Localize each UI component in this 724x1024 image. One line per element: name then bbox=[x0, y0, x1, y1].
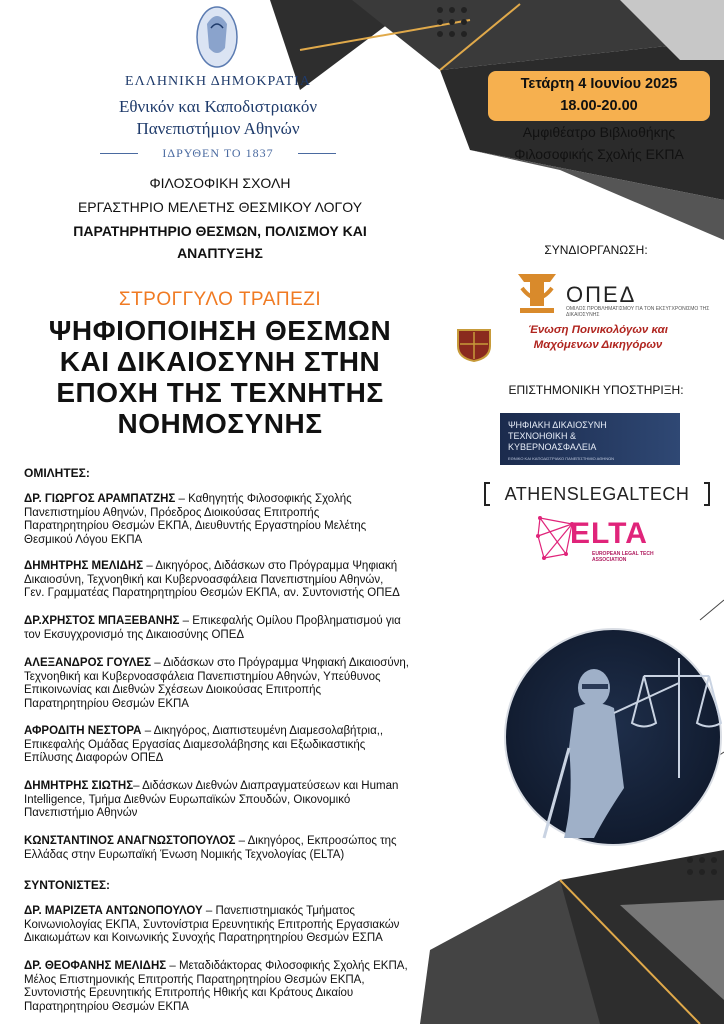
speaker-desc: Πανεπιστήμιο Αθηνών bbox=[24, 807, 138, 819]
speaker-name: ΔΡ. ΓΙΩΡΓΟΣ ΑΡΑΜΠΑΤΖΗΣ bbox=[24, 493, 176, 505]
support-label: ΕΠΙΣΤΗΜΟΝΙΚΗ ΥΠΟΣΤΗΡΙΞΗ: bbox=[508, 383, 684, 397]
speaker-desc: Επικοινωνίας και Διεθνών Σχέσεων Διοικούσας Επιτροπής bbox=[24, 684, 322, 696]
uni-name bbox=[80, 96, 356, 140]
speaker-desc: Ελλάδας στην Ευρωπαϊκή Ένωση Νομικής Τεχνολογίας (ELTA) bbox=[24, 848, 345, 861]
moderator-entry bbox=[24, 905, 494, 946]
union-line2: Μαχόμενων Δικηγόρων bbox=[533, 339, 663, 351]
athens-bracket-right bbox=[704, 482, 710, 506]
speakers-heading: ΟΜΙΛΗΤΕΣ: bbox=[24, 466, 90, 480]
speaker-entry bbox=[24, 493, 494, 547]
event-time: 18.00-20.00 bbox=[560, 98, 638, 114]
digital-justice-line2: ΤΕΧΝΟΗΘΙΚΗ & bbox=[508, 431, 577, 441]
speaker-desc: Δικαιοσύνη, Τεχνοηθική και Κυβερνοασφάλεια Πανεπιστημίου Αθηνών, bbox=[24, 573, 384, 586]
moderator-name: ΔΡ. ΘΕΟΦΑΝΗΣ ΜΕΛΙΔΗΣ bbox=[24, 960, 167, 972]
event-date: Τετάρτη 4 Ιουνίου 2025 bbox=[520, 76, 678, 92]
school-line4: ΑΝΑΠΤΥΞΗΣ bbox=[177, 245, 263, 261]
speaker-name: ΔΗΜΗΤΡΗΣ ΣΙΩΤΗΣ bbox=[24, 780, 134, 792]
digital-justice-line1: ΨΗΦΙΑΚΗ ΔΙΚΑΙΟΣΥΝΗ bbox=[508, 420, 607, 430]
moderator-desc: – Πανεπιστημιακός Τμήματος bbox=[202, 905, 355, 917]
moderator-entry bbox=[24, 960, 494, 1014]
speaker-desc: – Δικηγόρος, Διαπιστευμένη Διαμεσολαβήτρια,, bbox=[141, 725, 384, 737]
school-line2: ΕΡΓΑΣΤΗΡΙΟ ΜΕΛΕΤΗΣ ΘΕΣΜΙΚΟΥ ΛΟΓΟΥ bbox=[77, 199, 363, 215]
speaker-desc: Θεσμικού Λόγου ΕΚΠΑ bbox=[24, 533, 143, 546]
speaker-desc: Παρατηρητηρίου Θεσμών ΕΚΠΑ bbox=[24, 697, 189, 710]
moderator-desc: Κοινωνιολογίας ΕΚΠΑ, Συντονίστρια Ερευνητικής Επιτροπής Εργασιακών bbox=[24, 918, 400, 931]
speaker-name: ΔΗΜΗΤΡΗΣ ΜΕΛΙΔΗΣ bbox=[24, 560, 144, 572]
speaker-name: ΚΩΝΣΤΑΝΤΙΝΟΣ ΑΝΑΓΝΩΣΤΟΠΟΥΛΟΣ bbox=[24, 835, 236, 847]
speaker-desc: Επίλυσης Διαφορών ΟΠΕΔ bbox=[24, 752, 164, 764]
speaker-desc: Παρατηρητηρίου Θεσμών ΕΚΠΑ, Διευθυντής Εργαστηρίου Μελέτης bbox=[24, 520, 367, 532]
event-title bbox=[20, 315, 420, 439]
moderators-heading: ΣΥΝΤΟΝΙΣΤΕΣ: bbox=[24, 878, 111, 892]
event-type: ΣΤΡΟΓΓΥΛΟ ΤΡΑΠΕΖΙ bbox=[118, 289, 322, 310]
speaker-desc: – Διδάσκων Διεθνών Διαπραγματεύσεων και Human bbox=[133, 780, 399, 792]
digital-justice-text bbox=[508, 420, 638, 453]
speaker-name: ΑΦΡΟΔΙΤΗ ΝΕΣΤΟΡΑ bbox=[24, 725, 142, 737]
speaker-name: ΑΛΕΞΑΝΔΡΟΣ ΓΟΥΛΕΣ bbox=[24, 657, 152, 669]
coorg-label: ΣΥΝΔΙΟΡΓΑΝΩΣΗ: bbox=[544, 243, 648, 257]
speaker-desc: – Καθηγητής Φιλοσοφικής Σχολής bbox=[175, 493, 352, 505]
uni-founded: ΙΔΡΥΘΕΝ ΤΟ 1837 bbox=[110, 146, 326, 161]
speaker-desc: Γεν. Γραμματέας Παρατηρητηρίου Θεσμών ΕΚΠΑ, αν. Συντονιστής ΟΠΕΔ bbox=[24, 587, 400, 599]
athena-logo bbox=[193, 4, 241, 70]
speaker-desc: Πανεπιστημίου Αθηνών, Πρόεδρος Διοικούσας Επιτροπής bbox=[24, 506, 320, 519]
union-crest-icon bbox=[456, 328, 492, 362]
event-venue-line1: Αμφιθέατρο Βιβλιοθήκης bbox=[522, 124, 676, 140]
school-line1: ΦΙΛΟΣΟΦΙΚΗ ΣΧΟΛΗ bbox=[149, 175, 291, 191]
speaker-entry bbox=[24, 560, 494, 601]
elta-subtitle: EUROPEAN LEGAL TECH ASSOCIATION bbox=[592, 551, 654, 563]
moderator-desc: Συντονιστής Ερευνητικής Επιτροπής Ηθικής και Κράτους Δικαίου bbox=[24, 987, 354, 999]
oped-name: ΟΠΕΔ bbox=[566, 282, 637, 307]
lady-justice-icon bbox=[504, 628, 722, 846]
speaker-desc: – Δικηγόρος, Εκπροσώπος της bbox=[235, 835, 397, 847]
speaker-desc: Intelligence, Τμήμα Διεθνών Ευρωπαϊκών Σπουδών, Οικονομικό bbox=[24, 793, 351, 806]
event-venue-line2: Φιλοσοφικής Σχολής ΕΚΠΑ bbox=[514, 146, 684, 162]
title-line: ΚΑΙ ΔΙΚΑΙΟΣΥΝΗ ΣΤΗΝ bbox=[59, 346, 381, 377]
moderator-desc: Μέλος Επιστημονικής Επιτροπής Παρατηρητηρίου Θεσμών ΕΚΠΑ, bbox=[24, 973, 365, 986]
speaker-entry bbox=[24, 725, 494, 766]
union-name bbox=[498, 323, 698, 353]
speaker-entry bbox=[24, 835, 494, 862]
title-line: ΝΟΗΜΟΣΥΝΗΣ bbox=[117, 408, 323, 439]
speaker-entry bbox=[24, 615, 494, 642]
speaker-entry bbox=[24, 657, 494, 711]
union-line1: Ένωση Ποινικολόγων και bbox=[528, 324, 668, 336]
moderator-desc: Παρατηρητηρίου Θεσμών ΕΚΠΑ bbox=[24, 1000, 189, 1013]
title-line: ΨΗΦΙΟΠΟΙΗΣΗ ΘΕΣΜΩΝ bbox=[48, 315, 392, 346]
moderator-desc: – Μεταδιδάκτορας Φιλοσοφικής Σχολής ΕΚΠΑ, bbox=[166, 960, 408, 972]
uni-republic-text: ΕΛΛΗΝΙΚΗ ΔΗΜΟΚΡΑΤΙΑ bbox=[125, 74, 311, 89]
uni-name-line2: Πανεπιστήμιον Αθηνών bbox=[136, 119, 300, 138]
digital-justice-line3: ΚΥΒΕΡΝΟΑΣΦΑΛΕΙΑ bbox=[508, 442, 597, 452]
oped-subtitle: ΟΜΙΛΟΣ ΠΡΟΒΛΗΜΑΤΙΣΜΟΥ ΓΙΑ ΤΟΝ ΕΚΣΥΓΧΡΟΝΙΣΜΟ ΤΗΣ ΔΙΚΑΙΟΣΥΝΗΣ bbox=[566, 306, 710, 318]
speaker-desc: Τεχνοηθική και Κυβερνοασφάλεια Πανεπιστημίου Αθηνών, Υπεύθυνος bbox=[24, 670, 381, 683]
oped-logo-icon bbox=[512, 268, 562, 316]
speaker-desc: Επικεφαλής Ομάδας Εργασίας Διαμεσολάβησης και Εξωδικαστικής bbox=[24, 738, 366, 751]
speaker-desc: – Διδάσκων στο Πρόγραμμα Ψηφιακή Δικαιοσύνη, bbox=[151, 657, 410, 669]
moderator-desc: Δικαιωμάτων και Κοινωνικής Συνοχής Παρατηρητηρίου Θεσμών ΕΣΠΑ bbox=[24, 932, 383, 944]
title-line: ΕΠΟΧΗ ΤΗΣ ΤΕΧΝΗΤΗΣ bbox=[56, 377, 384, 408]
speaker-entry bbox=[24, 780, 494, 821]
uni-name-line1: Εθνικόν και Καποδιστριακόν bbox=[118, 97, 318, 116]
athens-legal-tech-logo: ATHENSLEGALTECH bbox=[504, 484, 690, 504]
speaker-desc: – Δικηγόρος, Διδάσκων στο Πρόγραμμα Ψηφιακή bbox=[143, 560, 398, 572]
digital-justice-small: ΕΘΝΙΚΟ ΚΑΙ ΚΑΠΟΔΙΣΤΡΙΑΚΟ ΠΑΝΕΠΙΣΤΗΜΙΟ ΑΘΗΝΩΝ bbox=[508, 456, 614, 461]
speaker-desc: τον Εκσυγχρονισμό της Δικαιοσύνης ΟΠΕΔ bbox=[24, 628, 245, 641]
elta-logo-text: ELTA bbox=[570, 517, 648, 550]
school-line3: ΠΑΡΑΤΗΡΗΤΗΡΙΟ ΘΕΣΜΩΝ, ΠΟΛΙΣΜΟΥ ΚΑΙ bbox=[73, 223, 367, 239]
speaker-name: ΔΡ.ΧΡΗΣΤΟΣ ΜΠΑΞΕΒΑΝΗΣ bbox=[24, 615, 180, 627]
speaker-desc: – Επικεφαλής Ομίλου Προβληματισμού για bbox=[179, 615, 401, 627]
moderator-name: ΔΡ. ΜΑΡΙΖΕΤΑ ΑΝΤΩΝΟΠΟΥΛΟΥ bbox=[24, 905, 203, 917]
